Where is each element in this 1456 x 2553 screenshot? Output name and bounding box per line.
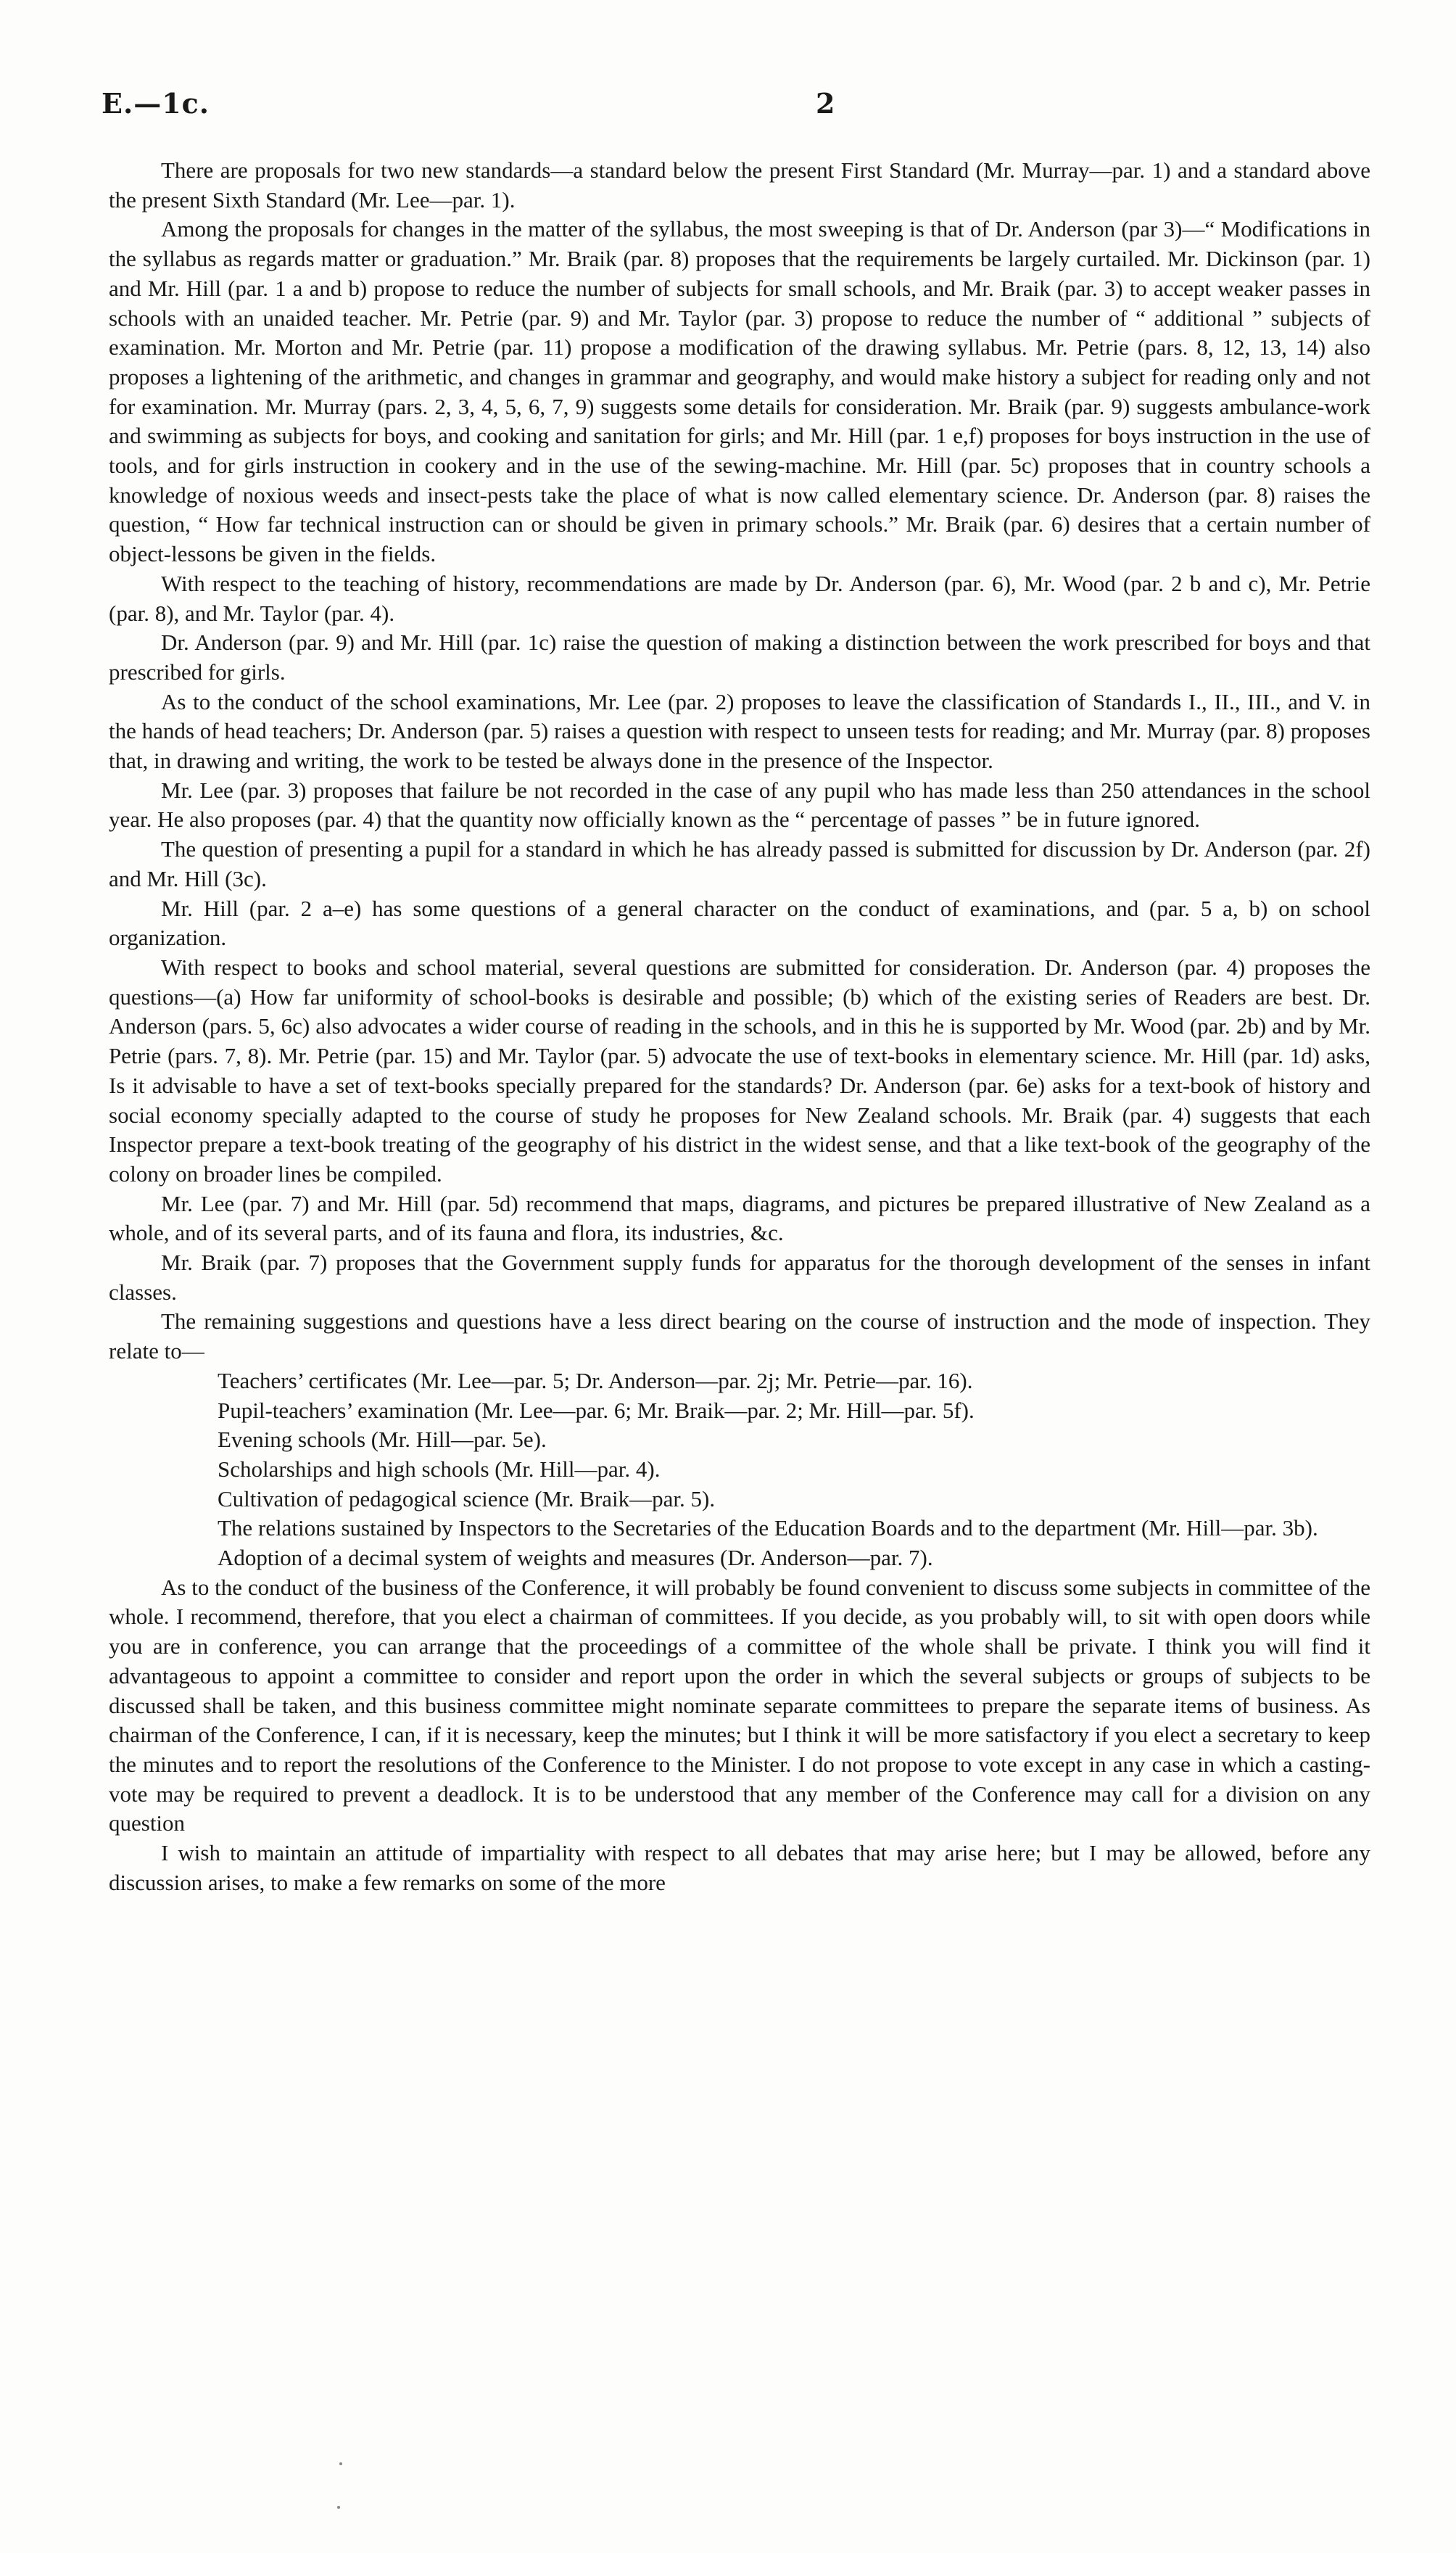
list-item: Scholarships and high schools (Mr. Hill—par. 4). (218, 1456, 661, 1482)
page-number: 2 (816, 87, 835, 120)
paragraph: Among the proposals for changes in the matter of the syllabus, the most sweeping is that of Dr. Anderson (par 3)—“ Modifications in the syllabus as regards matter or graduation.” Mr. Braik (par. 8) proposes that the requirements be largely curtailed. Mr. Dickinson (par. 1) and Mr. Hill (par. 1 a and b) propose to reduce the number of subjects for small schools, and Mr. Braik (par. 3) to accept weaker passes in schools with an unaided teacher. Mr. Petrie (par. 9) and Mr. Taylor (par. 3) propose to reduce the number of “ additional ” subjects of examination. Mr. Morton and Mr. Petrie (par. 11) propose a modification of the drawing syllabus. Mr. Petrie (pars. 8, 12, 13, 14) also proposes a lightening of the arithmetic, and changes in grammar and geography, and would make history a subject for reading only and not for examination. Mr. Murray (pars. 2, 3, 4, 5, 6, 7, 9) suggests some details for consideration. Mr. Braik (par. 9) suggests ambulance-work and swimming as subjects for boys, and cooking and sanitation for girls; and Mr. Hill (par. 1 e,f) proposes for boys instruction in the use of tools, and for girls instruction in cookery and in the use of the sewing-machine. Mr. Hill (par. 5c) proposes that in country schools a knowledge of noxious weeds and insect-pests take the place of what is now called elementary science. Dr. Anderson (par. 8) raises the question, “ How far technical instruction can or should be given in primary schools.” Mr. Braik (par. 6) desires that a certain number of object-lessons be given in the fields. (109, 216, 1370, 567)
document-body (109, 156, 1370, 1897)
paragraph: There are proposals for two new standards—a standard below the present First Standard (Mr. Murray—par. 1) and a standard above the present Sixth Standard (Mr. Lee—par. 1). (109, 157, 1370, 213)
paragraph: Mr. Hill (par. 2 a–e) has some questions of a general character on the conduct of examinations, and (par. 5 a, b) on school organization. (109, 895, 1370, 951)
document-code: E.—1c. (102, 87, 210, 120)
paragraph: Mr. Lee (par. 7) and Mr. Hill (par. 5d) recommend that maps, diagrams, and pictures be prepared illustrative of New Zealand as a whole, and of its several parts, and of its fauna and flora, its industries, &c. (109, 1190, 1370, 1246)
paragraph: With respect to the teaching of history, recommendations are made by Dr. Anderson (par. 6), Mr. Wood (par. 2 b and c), Mr. Petrie (par. 8), and Mr. Taylor (par. 4). (109, 570, 1370, 626)
paragraph: The remaining suggestions and questions have a less direct bearing on the course of instruction and the mode of inspection. They relate to— (109, 1308, 1370, 1364)
paragraph: Dr. Anderson (par. 9) and Mr. Hill (par. 1c) raise the question of making a distinction between the work prescribed for boys and that prescribed for girls. (109, 630, 1370, 685)
scan-speck (337, 2506, 340, 2509)
list-item: Pupil-teachers’ examination (Mr. Lee—par. 6; Mr. Braik—par. 2; Mr. Hill—par. 5f). (218, 1397, 975, 1423)
paragraph: I wish to maintain an attitude of impartiality with respect to all debates that may arise here; but I may be allowed, before any discussion arises, to make a few remarks on some of the more (109, 1840, 1370, 1895)
paragraph: The question of presenting a pupil for a standard in which he has already passed is submitted for discussion by Dr. Anderson (par. 2f) and Mr. Hill (3c). (109, 836, 1370, 891)
paragraph: Mr. Braik (par. 7) proposes that the Government supply funds for apparatus for the thorough development of the senses in infant classes. (109, 1250, 1370, 1305)
topics-list (109, 1366, 1370, 1573)
list-item: Evening schools (Mr. Hill—par. 5e). (218, 1427, 547, 1453)
paragraph: Mr. Lee (par. 3) proposes that failure be not recorded in the case of any pupil who has made less than 250 attendances in the school year. He also proposes (par. 4) that the quantity now officially known as the “ percentage of passes ” be in future ignored. (109, 777, 1370, 833)
paragraph: With respect to books and school material, several questions are submitted for consideration. Dr. Anderson (par. 4) proposes the questions—(a) How far uniformity of school-books is desirable and possible; (b) which of the existing series of Readers are best. Dr. Anderson (pars. 5, 6c) also advocates a wider course of reading in the schools, and in this he is supported by Mr. Wood (par. 2b) and by Mr. Petrie (pars. 7, 8). Mr. Petrie (par. 15) and Mr. Taylor (par. 5) advocate the use of text-books in elementary science. Mr. Hill (par. 1d) asks, Is it advisable to have a set of text-books specially prepared for the standards? Dr. Anderson (par. 6e) asks for a text-book of history and social economy specially adapted to the course of study he proposes for New Zealand schools. Mr. Braik (par. 4) suggests that each Inspector prepare a text-book treating of the geography of his district in the widest sense, and that a like text-book of the geography of the colony on broader lines be compiled. (109, 954, 1370, 1187)
list-item: Adoption of a decimal system of weights and measures (Dr. Anderson—par. 7). (218, 1545, 933, 1571)
page-header (102, 87, 1378, 131)
list-item: Cultivation of pedagogical science (Mr. Braik—par. 5). (218, 1485, 716, 1511)
list-item: Teachers’ certificates (Mr. Lee—par. 5; Dr. Anderson—par. 2j; Mr. Petrie—par. 16). (218, 1367, 973, 1393)
paragraph: As to the conduct of the school examinations, Mr. Lee (par. 2) proposes to leave the classification of Standards I., II., III., and V. in the hands of head teachers; Dr. Anderson (par. 5) raises a question with respect to unseen tests for reading; and Mr. Murray (par. 8) proposes that, in drawing and writing, the work to be tested be always done in the presence of the Inspector. (109, 688, 1370, 774)
scan-speck (339, 2462, 342, 2465)
paragraph: As to the conduct of the business of the Conference, it will probably be found convenient to discuss some subjects in committee of the whole. I recommend, therefore, that you elect a chairman of committees. If you decide, as you probably will, to sit with open doors while you are in conference, you can arrange that the proceedings of a committee of the whole shall be private. I think you will find it advantageous to appoint a committee to consider and report upon the order in which the several subjects or groups of subjects to be discussed shall be taken, and this business committee might nominate separate committees to prepare the separate items of business. As chairman of the Conference, I can, if it is necessary, keep the minutes; but I think it will be more satisfactory if you elect a secretary to keep the minutes and to report the resolutions of the Conference to the Minister. I do not propose to vote except in any case in which a casting-vote may be required to prevent a deadlock. It is to be understood that any member of the Conference may call for a division on any question (109, 1574, 1370, 1836)
list-item: The relations sustained by Inspectors to the Secretaries of the Education Boards and to the department (Mr. Hill—par. 3b). (218, 1515, 1318, 1541)
